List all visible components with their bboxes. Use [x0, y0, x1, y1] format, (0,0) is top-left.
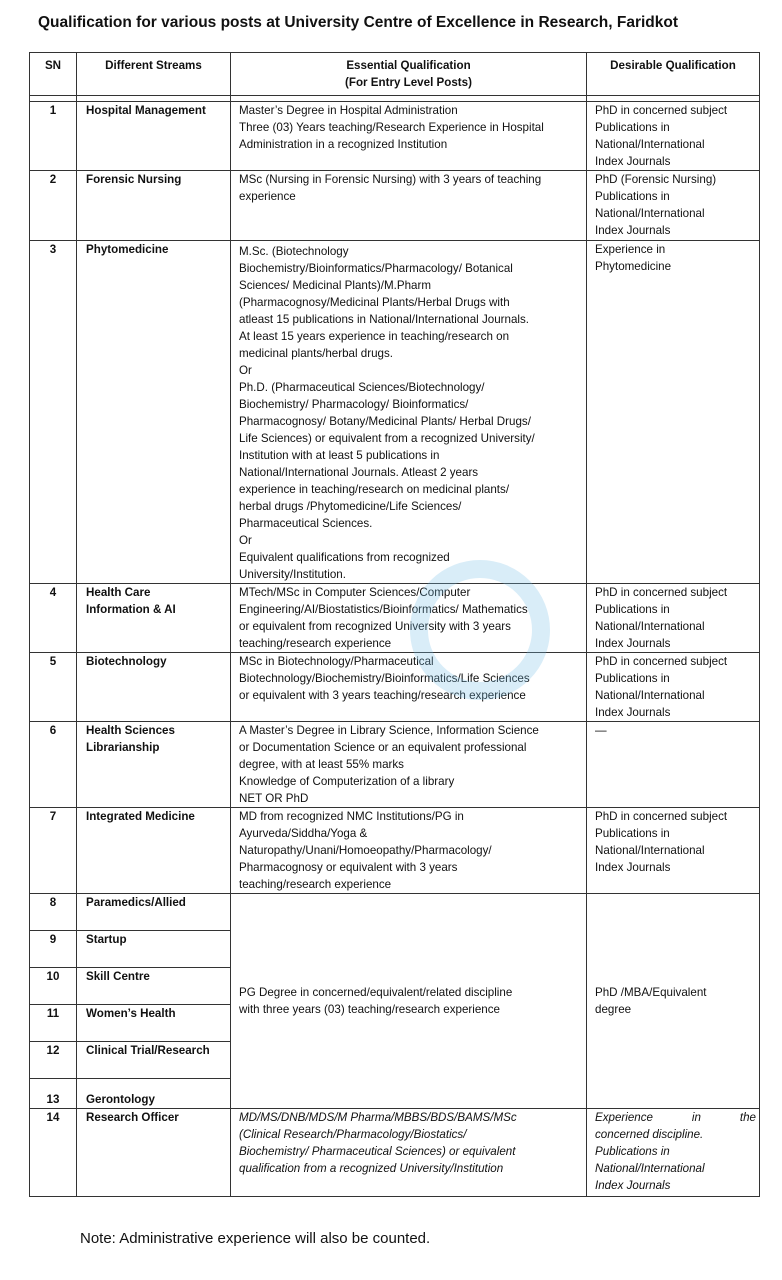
cell-line: National/International [595, 1162, 705, 1175]
cell-line: PhD /MBA/Equivalent [595, 986, 707, 999]
cell-line: NET OR PhD [239, 792, 309, 805]
cell-line: Integrated Medicine [86, 810, 195, 823]
group-essential [231, 894, 587, 1109]
row-essential [231, 171, 587, 241]
row-desirable [587, 1109, 760, 1197]
cell-line: MSc (Nursing in Forensic Nursing) with 3 years of teaching [239, 173, 542, 186]
cell-line: National/International [595, 689, 705, 702]
cell-line: A Master’s Degree in Library Science, Information Science [239, 724, 539, 737]
cell-line: Biotechnology [86, 655, 167, 668]
cell-line: Librarianship [86, 741, 160, 754]
row-stream [77, 584, 231, 653]
cell-line: National/International [595, 207, 705, 220]
row-desirable [587, 808, 760, 894]
cell-line: Biochemistry/Bioinformatics/Pharmacology/ Botanical [239, 262, 513, 275]
row-desirable [587, 171, 760, 241]
row-stream: Clinical Trial/Research [77, 1042, 231, 1079]
table-header-row [30, 53, 760, 96]
cell-line: University/Institution. [239, 568, 346, 581]
cell-line: MD from recognized NMC Institutions/PG in [239, 810, 464, 823]
cell-line: degree, with at least 55% marks [239, 758, 404, 771]
cell-line: Index Journals [595, 1179, 671, 1192]
table-row [30, 241, 760, 584]
row-stream [77, 241, 231, 584]
row-sn: 1 [30, 102, 77, 171]
cell-line: Hospital Management [86, 104, 206, 117]
cell-line: Biochemistry/ Pharmacology/ Bioinformatics/ [239, 398, 469, 411]
cell-line: experience [239, 190, 296, 203]
qualification-table [29, 52, 760, 1197]
cell-line: Publications in [595, 603, 670, 616]
cell-line: Forensic Nursing [86, 173, 182, 186]
cell-line: National/International [595, 620, 705, 633]
header-essential [231, 53, 587, 96]
cell-line: Publications in [595, 190, 670, 203]
cell-line: Index Journals [595, 155, 671, 168]
row-sn: 2 [30, 171, 77, 241]
cell-line: Experience in the [595, 1111, 756, 1124]
row-essential [231, 102, 587, 171]
cell-line: Phytomedicine [595, 260, 672, 273]
row-desirable [587, 241, 760, 584]
cell-line: Pharmaceutical Sciences. [239, 517, 373, 530]
header-desirable: Desirable Qualification [587, 53, 760, 96]
row-stream [77, 102, 231, 171]
row-desirable [587, 722, 760, 808]
table-row [30, 584, 760, 653]
table-body [30, 96, 760, 1197]
cell-line: Three (03) Years teaching/Research Experience in Hospital [239, 121, 544, 134]
cell-line: Master’s Degree in Hospital Administration [239, 104, 458, 117]
cell-line: National/International Journals. Atleast 2 years [239, 466, 479, 479]
cell-line: teaching/research experience [239, 878, 392, 891]
cell-line: Health Sciences [86, 724, 175, 737]
row-essential [231, 241, 587, 584]
row-sn: 7 [30, 808, 77, 894]
table-row [30, 894, 760, 931]
row-stream: Startup [77, 931, 231, 968]
cell-line: Publications in [595, 1145, 670, 1158]
cell-line: (Clinical Research/Pharmacology/Biostatics/ [239, 1128, 467, 1141]
cell-line: Index Journals [595, 224, 671, 237]
row-sn: 4 [30, 584, 77, 653]
row-sn: 6 [30, 722, 77, 808]
table-row [30, 808, 760, 894]
header-stream: Different Streams [77, 53, 231, 96]
cell-line: Engineering/AI/Biostatistics/Bioinformatics/ Mathematics [239, 603, 528, 616]
row-desirable [587, 584, 760, 653]
cell-line: Index Journals [595, 637, 671, 650]
cell-line: Administration in a recognized Institution [239, 138, 448, 151]
table-row [30, 102, 760, 171]
row-essential [231, 808, 587, 894]
cell-line: degree [595, 1003, 632, 1016]
cell-line: MD/MS/DNB/MDS/M Pharma/MBBS/BDS/BAMS/MSc [239, 1111, 517, 1124]
cell-line: Sciences/ Medicinal Plants)/M.Pharm [239, 279, 432, 292]
cell-line: M.Sc. (Biotechnology [239, 245, 349, 258]
header-essential-line2: (For Entry Level Posts) [345, 76, 472, 89]
cell-line: or equivalent with 3 years teaching/research experience [239, 689, 526, 702]
row-sn: 9 [30, 931, 77, 968]
row-stream [77, 808, 231, 894]
cell-line: atleast 15 publications in National/International Journals. [239, 313, 530, 326]
row-essential [231, 653, 587, 722]
cell-line: Publications in [595, 827, 670, 840]
cell-line: Publications in [595, 121, 670, 134]
cell-line: Naturopathy/Unani/Homoeopathy/Pharmacology/ [239, 844, 492, 857]
row-essential [231, 1109, 587, 1197]
cell-line: Information & AI [86, 603, 176, 616]
row-stream: Gerontology [77, 1079, 231, 1109]
page-title: Qualification for various posts at University Centre of Excellence in Research, Faridkot [38, 14, 678, 31]
cell-line: Institution with at least 5 publications in [239, 449, 440, 462]
row-sn: 8 [30, 894, 77, 931]
table-row [30, 171, 760, 241]
header-sn: SN [30, 53, 77, 96]
cell-line: PhD in concerned subject [595, 104, 728, 117]
cell-line: PhD in concerned subject [595, 810, 728, 823]
cell-line: MTech/MSc in Computer Sciences/Computer [239, 586, 471, 599]
cell-line: Pharmacognosy or equivalent with 3 years [239, 861, 458, 874]
cell-line: concerned discipline. [595, 1128, 704, 1141]
cell-line: National/International [595, 138, 705, 151]
header-essential-line1: Essential Qualification [346, 59, 471, 72]
cell-line: Knowledge of Computerization of a library [239, 775, 455, 788]
row-sn: 5 [30, 653, 77, 722]
table-row [30, 653, 760, 722]
row-stream: Research Officer [77, 1109, 231, 1197]
cell-line: PhD (Forensic Nursing) [595, 173, 717, 186]
cell-line: Phytomedicine [86, 243, 169, 256]
cell-line: or Documentation Science or an equivalent professional [239, 741, 527, 754]
row-sn: 3 [30, 241, 77, 584]
row-desirable [587, 653, 760, 722]
cell-line: PG Degree in concerned/equivalent/related discipline [239, 986, 513, 999]
cell-line: PhD in concerned subject [595, 655, 728, 668]
cell-line: — [595, 724, 607, 737]
cell-line: Biochemistry/ Pharmaceutical Sciences) or equivalent [239, 1145, 516, 1158]
cell-line: Pharmacognosy/ Botany/Medicinal Plants/ Herbal Drugs/ [239, 415, 531, 428]
group-desirable [587, 894, 760, 1109]
row-stream: Skill Centre [77, 968, 231, 1005]
cell-line: Or [239, 534, 252, 547]
cell-line: MSc in Biotechnology/Pharmaceutical [239, 655, 434, 668]
row-stream [77, 171, 231, 241]
row-stream [77, 653, 231, 722]
table-row [30, 722, 760, 808]
row-essential [231, 584, 587, 653]
cell-line: Health Care [86, 586, 151, 599]
cell-line: with three years (03) teaching/research experience [239, 1003, 500, 1016]
cell-line: Experience in [595, 243, 666, 256]
cell-line: teaching/research experience [239, 637, 392, 650]
cell-line: Ayurveda/Siddha/Yoga & [239, 827, 368, 840]
cell-line: Or [239, 364, 252, 377]
cell-line: Index Journals [595, 706, 671, 719]
cell-line: Publications in [595, 672, 670, 685]
row-essential [231, 722, 587, 808]
table-row [30, 1109, 760, 1197]
cell-line: Biotechnology/Biochemistry/Bioinformatics/Life Sciences [239, 672, 530, 685]
row-stream [77, 722, 231, 808]
row-sn: 12 [30, 1042, 77, 1079]
row-sn: 13 [30, 1079, 77, 1109]
cell-line: qualification from a recognized University/Institution [239, 1162, 504, 1175]
cell-line: Equivalent qualifications from recognized [239, 551, 450, 564]
row-sn: 14 [30, 1109, 77, 1197]
note-text: Note: Administrative experience will also be counted. [80, 1230, 431, 1247]
cell-line: medicinal plants/herbal drugs. [239, 347, 394, 360]
cell-line: National/International [595, 844, 705, 857]
row-sn: 11 [30, 1005, 77, 1042]
row-stream: Paramedics/Allied [77, 894, 231, 931]
cell-line: or equivalent from recognized University with 3 years [239, 620, 511, 633]
cell-line: experience in teaching/research on medicinal plants/ [239, 483, 510, 496]
cell-line: PhD in concerned subject [595, 586, 728, 599]
cell-line: At least 15 years experience in teaching/research on [239, 330, 510, 343]
row-desirable [587, 102, 760, 171]
row-stream: Women’s Health [77, 1005, 231, 1042]
row-sn: 10 [30, 968, 77, 1005]
cell-line: Life Sciences) or equivalent from a recognized University/ [239, 432, 535, 445]
cell-line: Ph.D. (Pharmaceutical Sciences/Biotechnology/ [239, 381, 485, 394]
cell-line: Index Journals [595, 861, 671, 874]
cell-line: (Pharmacognosy/Medicinal Plants/Herbal Drugs with [239, 296, 510, 309]
cell-line: herbal drugs /Phytomedicine/Life Sciences/ [239, 500, 462, 513]
